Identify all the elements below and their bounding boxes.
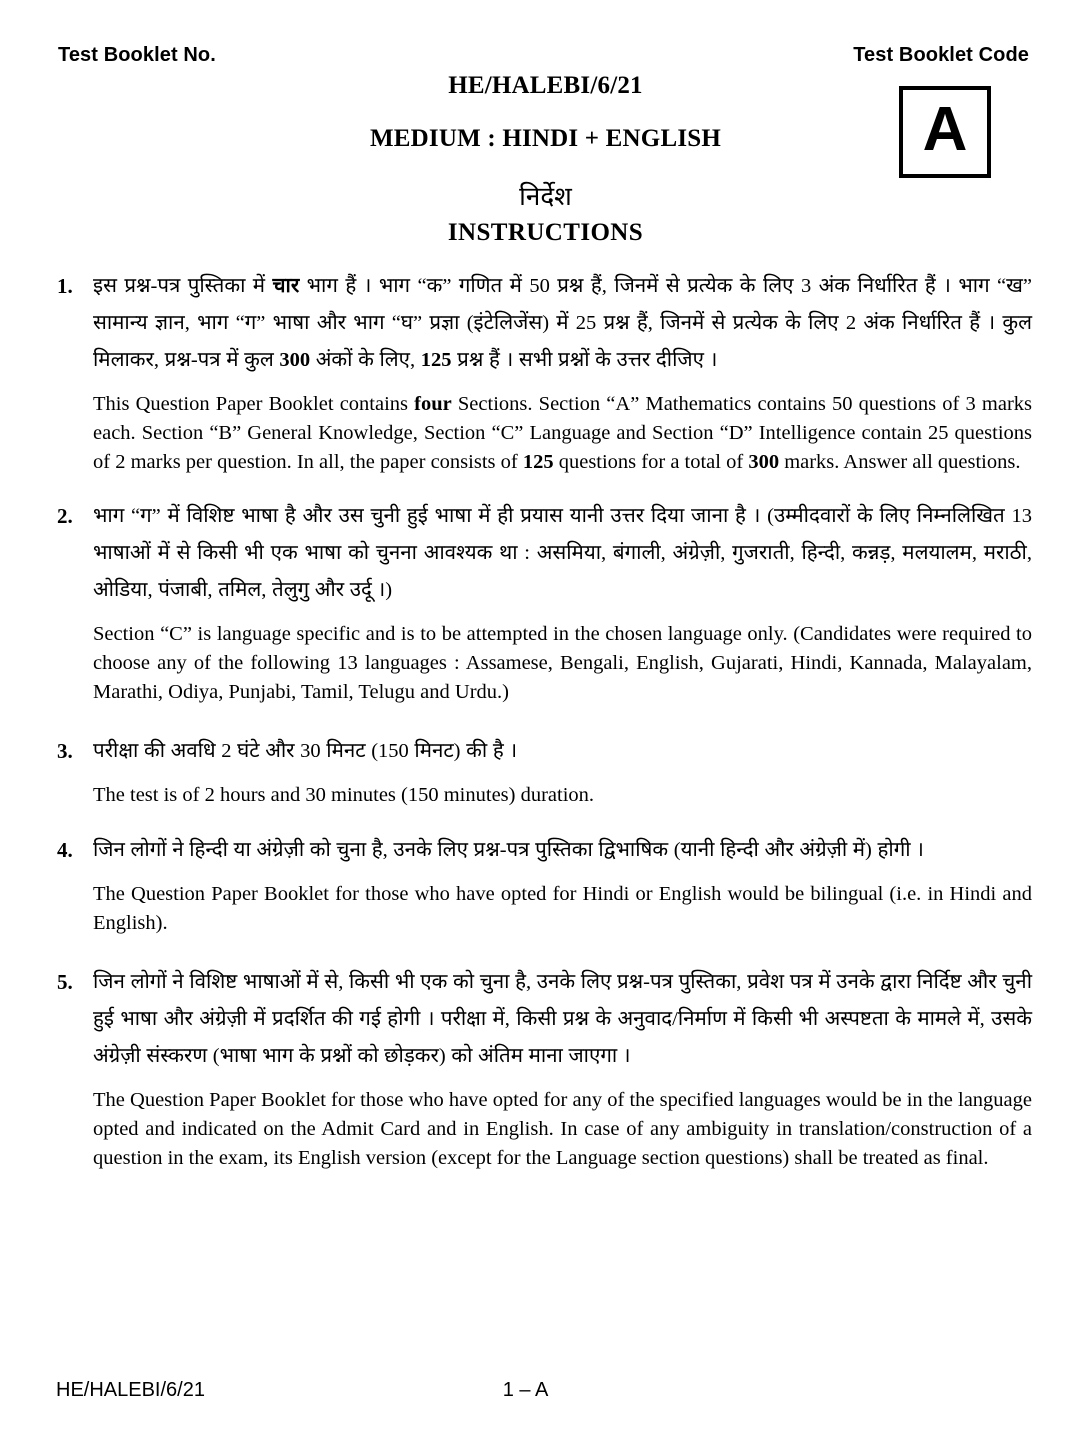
instruction-number-2: 2. xyxy=(57,504,73,528)
instruction-item-4 xyxy=(0,832,1091,938)
instruction-item-1 xyxy=(0,268,1091,477)
instruction-english-2: Section “C” is language specific and is to be attempted in the chosen language only. (Candidates were required to choose any of the following 13 languages : Assamese, Bengali, English, Gujarati, Hindi, Kannada, Malayalam, Marathi, Odiya, Punjabi, Tamil, Telugu and Urdu.) xyxy=(93,623,1032,703)
instruction-item-3 xyxy=(0,733,1091,810)
instruction-hindi-4: जिन लोगों ने हिन्दी या अंग्रेज़ी को चुना है, उनके लिए प्रश्न-पत्र पुस्तिका द्विभाषिक (यानी हिन्दी और अंग्रेज़ी में) होगी । xyxy=(93,839,924,861)
test-booklet-code-label: Test Booklet Code xyxy=(853,44,1029,66)
instruction-hindi-3: परीक्षा की अवधि 2 घंटे और 30 मिनट (150 मिनट) की है । xyxy=(93,740,518,762)
instruction-english-3: The test is of 2 hours and 30 minutes (150 minutes) duration. xyxy=(93,784,595,806)
instruction-number-5: 5. xyxy=(57,970,73,994)
instruction-number-3: 3. xyxy=(57,739,73,763)
instructions-list xyxy=(0,268,1091,1173)
test-booklet-code-value: A xyxy=(922,95,968,164)
instruction-item-5 xyxy=(0,964,1091,1173)
instruction-number-4: 4. xyxy=(57,838,73,862)
instruction-english-5: The Question Paper Booklet for those who have opted for any of the specified languages would be in the language opted and indicated on the Admit Card and in English. In case of any ambiguity in translation/construction of a question in the exam, its English version (except for the Language section questions) shall be treated as final. xyxy=(93,1089,1032,1169)
page-footer xyxy=(0,1379,1091,1407)
instruction-item-2 xyxy=(0,498,1091,707)
footer-paper-code: HE/HALEBI/6/21 xyxy=(56,1379,205,1401)
instructions-heading-english: INSTRUCTIONS xyxy=(447,219,644,246)
instruction-number-1: 1. xyxy=(57,274,73,298)
test-booklet-no-label: Test Booklet No. xyxy=(58,44,216,66)
instruction-hindi-2: भाग “ग” में विशिष्ट भाषा है और उस चुनी हुई भाषा में ही प्रयास यानी उत्तर दिया जाना है । (उम्मीदवारों के लिए निम्नलिखित 13 भाषाओं में से किसी भी एक भाषा को चुनना आवश्यक था : असमिया, बंगाली, अंग्रेज़ी, गुजराती, हिन्दी, कन्नड़, मलयालम, मराठी, ओडिया, पंजाबी, तमिल, तेलुगु और उर्दू ।) xyxy=(93,505,1032,601)
medium-title: MEDIUM : HINDI + ENGLISH xyxy=(369,125,722,152)
instruction-english-1: This Question Paper Booklet contains four Sections. Section “A” Mathematics contains 50 questions of 3 marks each. Section “B” General Knowledge, Section “C” Language and Section “D” Intelligence contain 25 questions of 2 marks per question. In all, the paper consists of 125 questions for a total of 300 marks. Answer all questions. xyxy=(93,393,1032,473)
title-block xyxy=(0,72,1091,247)
paper-code-title: HE/HALEBI/6/21 xyxy=(448,72,643,99)
footer-page-marker: 1 – A xyxy=(502,1379,549,1401)
instruction-hindi-1: इस प्रश्न-पत्र पुस्तिका में चार भाग हैं । भाग “क” गणित में 50 प्रश्न हैं, जिनमें से प्रत्येक के लिए 3 अंक निर्धारित हैं । भाग “ख” सामान्य ज्ञान, भाग “ग” भाषा और भाग “घ” प्रज्ञा (इंटेलिजेंस) में 25 प्रश्न हैं, जिनमें से प्रत्येक के लिए 2 अंक निर्धारित हैं । कुल मिलाकर, प्रश्न-पत्र में कुल 300 अंकों के लिए, 125 प्रश्न हैं । सभी प्रश्नों के उत्तर दीजिए । xyxy=(93,275,1033,371)
instruction-hindi-5: जिन लोगों ने विशिष्ट भाषाओं में से, किसी भी एक को चुना है, उनके लिए प्रश्न-पत्र पुस्तिका, प्रवेश पत्र में उनके द्वारा निर्दिष्ट और चुनी हुई भाषा और अंग्रेज़ी में प्रदर्शित की गई होगी । परीक्षा में, किसी प्रश्न के अनुवाद/निर्माण में किसी भी अस्पष्टता के मामले में, उसके अंग्रेज़ी संस्करण (भाषा भाग के प्रश्नों को छोड़कर) को अंतिम माना जाएगा । xyxy=(93,971,1032,1067)
instruction-english-4: The Question Paper Booklet for those who have opted for Hindi or English would be bilingual (i.e. in Hindi and English). xyxy=(93,883,1032,934)
instructions-heading-hindi: निर्देश xyxy=(519,182,572,211)
